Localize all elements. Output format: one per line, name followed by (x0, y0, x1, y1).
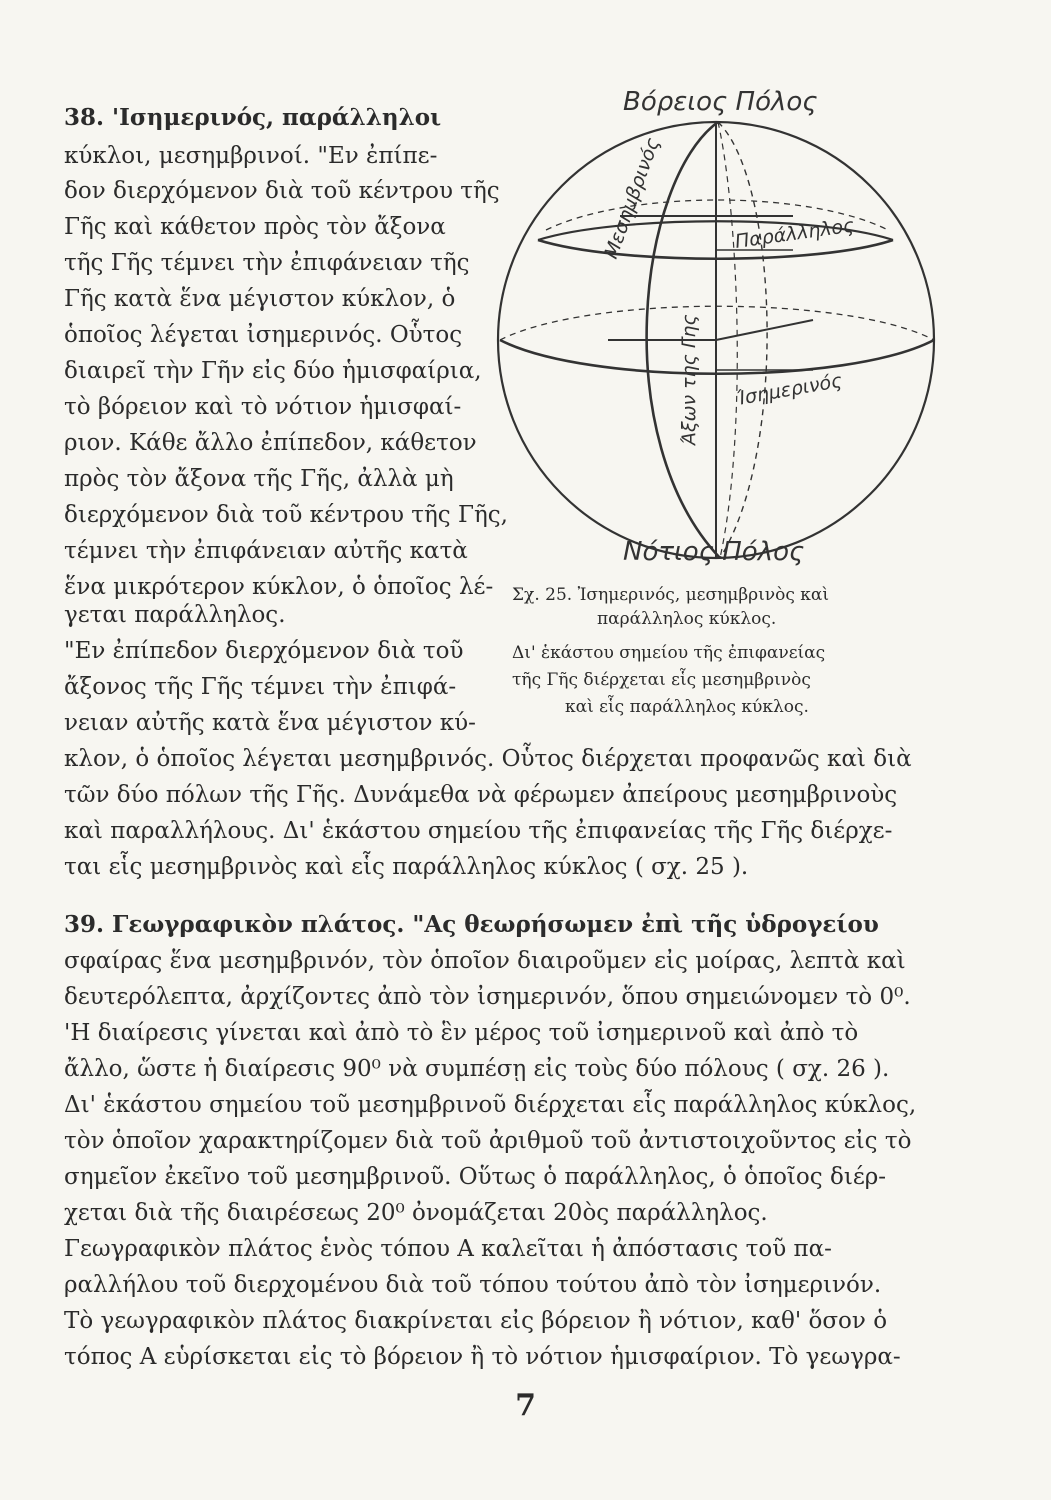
text-line: δον διερχόμενον διὰ τοῦ κέντρου τῆς (64, 178, 500, 204)
text-line: ριον. Κάθε ἄλλο ἐπίπεδον, κάθετον (64, 430, 477, 456)
text-line: νειαν αὐτῆς κατὰ ἕνα μέγιστον κύ- (64, 710, 476, 736)
caption-line: τῆς Γῆς διέρχεται εἷς μεσημβρινὸς (512, 670, 811, 690)
north-pole-label: Βόρειος Πόλος (623, 87, 818, 117)
text-line: γεται παράλληλος. (64, 602, 286, 628)
south-pole-label: Νότιος Πόλος (623, 537, 805, 567)
parallel-label: Παράλληλος (733, 214, 856, 253)
text-line: τῆς Γῆς τέμνει τὴν ἐπιφάνειαν τῆς (64, 250, 470, 276)
axis-label: Άξων της Γης (678, 314, 700, 445)
hidden-meridian (718, 122, 767, 558)
caption-line: παράλληλος κύκλος. (597, 609, 777, 629)
text-line: Δι' ἑκάστου σημείου τοῦ μεσημβρινοῦ διέρχεται εἷς παράλληλος κύκλος, (64, 1092, 917, 1118)
text-line: τὸ βόρειον καὶ τὸ νότιον ἡμισφαί- (64, 394, 462, 420)
text-line: ἄξονος τῆς Γῆς τέμνει τὴν ἐπιφά- (64, 674, 457, 700)
caption-line: καὶ εἷς παράλληλος κύκλος. (565, 697, 809, 717)
section-39-heading-line: 39. Γεωγραφικὸν πλάτος. "Ας θεωρήσωμεν ἐπὶ τῆς ὑδρογείου (64, 911, 879, 938)
globe-figure (488, 70, 958, 570)
caption-line: Δι' ἑκάστου σημείου τῆς ἐπιφανείας (512, 643, 826, 663)
text-line: ὁποῖος λέγεται ἰσημερινός. Οὗτος (64, 322, 463, 348)
text-line: δευτερόλεπτα, ἀρχίζοντες ἀπὸ τὸν ἰσημερινόν, ὅπου σημειώνομεν τὸ 0⁰. (64, 984, 911, 1010)
text-line: Γῆς καὶ κάθετον πρὸς τὸν ἄξονα (64, 214, 446, 240)
caption-line: Σχ. 25. Ἰσημερινός, μεσημβρινὸς καὶ (512, 585, 830, 605)
text-line: Γῆς κατὰ ἕνα μέγιστον κύκλον, ὁ (64, 286, 456, 312)
text-line: χεται διὰ τῆς διαιρέσεως 20⁰ ὀνομάζεται 20ὸς παράλληλος. (64, 1200, 768, 1226)
text-line: ται εἷς μεσημβρινὸς καὶ εἷς παράλληλος κύκλος ( σχ. 25 ). (64, 854, 749, 880)
meridian-label: Μεσημβρινός (600, 134, 665, 262)
page-number: 7 (515, 1388, 536, 1423)
text-line: Γεωγραφικὸν πλάτος ἑνὸς τόπου Α καλεῖται ἡ ἀπόστασις τοῦ πα- (64, 1236, 832, 1262)
text-line: σημεῖον ἐκεῖνο τοῦ μεσημβρινοῦ. Οὕτως ὁ παράλληλος, ὁ ὁποῖος διέρ- (64, 1164, 887, 1190)
text-line: διερχόμενον διὰ τοῦ κέντρου τῆς Γῆς, (64, 502, 508, 528)
text-line: ἕνα μικρότερον κύκλον, ὁ ὁποῖος λέ- (64, 574, 494, 600)
text-line: τὸν ὁποῖον χαρακτηρίζομεν διὰ τοῦ ἀριθμοῦ τοῦ ἀντιστοιχοῦντος εἰς τὸ (64, 1128, 912, 1154)
text-line: "Εν ἐπίπεδον διερχόμενον διὰ τοῦ (64, 638, 464, 664)
text-line: ραλλήλου τοῦ διερχομένου διὰ τοῦ τόπου τούτου ἀπὸ τὸν ἰσημερινόν. (64, 1272, 882, 1298)
text-line: 'Η διαίρεσις γίνεται καὶ ἀπὸ τὸ ἓν μέρος τοῦ ἰσημερινοῦ καὶ ἀπὸ τὸ (64, 1020, 859, 1046)
text-line: κύκλοι, μεσημβρινοί. "Εν ἐπίπε- (64, 143, 438, 169)
text-line: τέμνει τὴν ἐπιφάνειαν αὐτῆς κατὰ (64, 538, 468, 564)
text-line: καὶ παραλλήλους. Δι' ἑκάστου σημείου τῆς ἐπιφανείας τῆς Γῆς διέρχε- (64, 818, 893, 844)
text-line: Τὸ γεωγραφικὸν πλάτος διακρίνεται εἰς βόρειον ἢ νότιον, καθ' ὅσον ὁ (64, 1308, 888, 1334)
text-line: ἄλλο, ὥστε ἡ διαίρεσις 90⁰ νὰ συμπέσῃ εἰς τοὺς δύο πόλους ( σχ. 26 ). (64, 1056, 890, 1082)
text-line: τόπος Α εὑρίσκεται εἰς τὸ βόρειον ἢ τὸ νότιον ἡμισφαίριον. Τὸ γεωγρα- (64, 1344, 901, 1370)
text-line: σφαίρας ἕνα μεσημβρινόν, τὸν ὁποῖον διαιροῦμεν εἰς μοίρας, λεπτὰ καὶ (64, 948, 906, 974)
equator-label: Ίσημερινός (735, 369, 844, 410)
text-line: τῶν δύο πόλων τῆς Γῆς. Δυνάμεθα νὰ φέρωμεν ἀπείρους μεσημβρινοὺς (64, 782, 898, 808)
text-line: κλον, ὁ ὁποῖος λέγεται μεσημβρινός. Οὗτος διέρχεται προφανῶς καὶ διὰ (64, 746, 912, 772)
text-line: πρὸς τὸν ἄξονα τῆς Γῆς, ἀλλὰ μὴ (64, 466, 454, 492)
section-38-heading-line: 38. 'Ισημερινός, παράλληλοι (64, 104, 442, 131)
text-line: διαιρεῖ τὴν Γῆν εἰς δύο ἡμισφαίρια, (64, 358, 482, 384)
